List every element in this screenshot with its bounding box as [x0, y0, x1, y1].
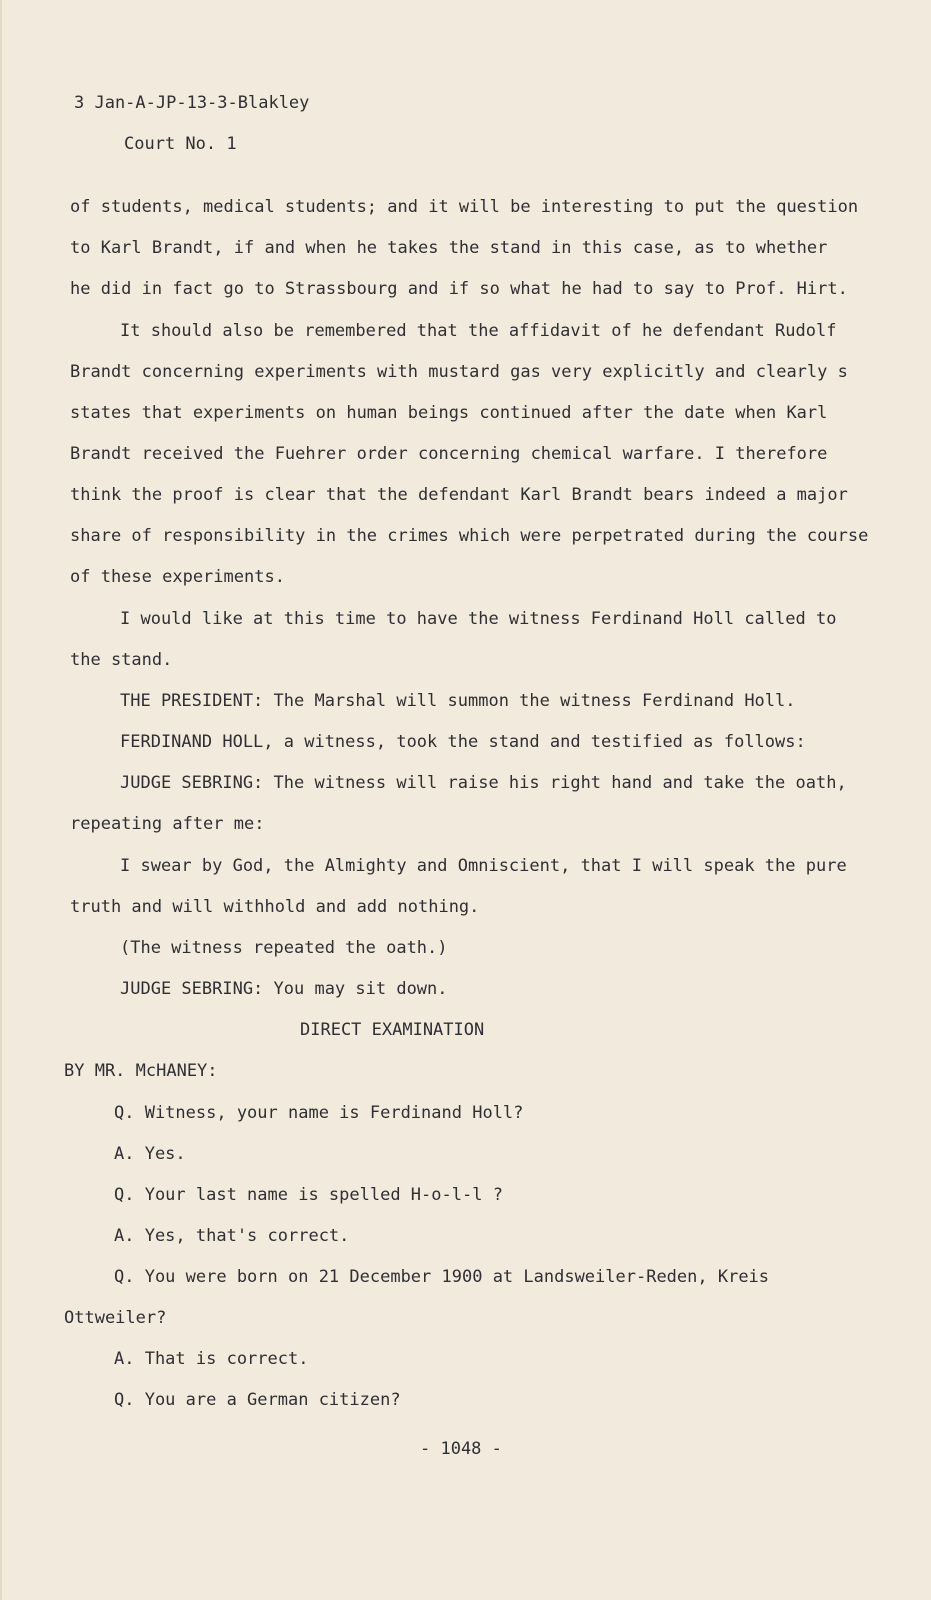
question-line-continued: Ottweiler?: [64, 1308, 167, 1328]
question-line: Q. You are a German citizen?: [114, 1390, 401, 1410]
text-line: I would like at this time to have the witness Ferdinand Holl called to: [120, 609, 837, 629]
page-number: - 1048 -: [420, 1439, 502, 1459]
text-line: I swear by God, the Almighty and Omniscient, that I will speak the pure: [120, 856, 847, 876]
text-line: Brandt concerning experiments with mustard gas very explicitly and clearly s: [70, 362, 848, 382]
text-line: FERDINAND HOLL, a witness, took the stand and testified as follows:: [120, 732, 806, 752]
text-line: truth and will withhold and add nothing.: [70, 897, 480, 917]
text-line: of students, medical students; and it will be interesting to put the question: [70, 197, 859, 217]
text-line: THE PRESIDENT: The Marshal will summon the witness Ferdinand Holl.: [120, 691, 796, 711]
text-line: to Karl Brandt, if and when he takes the stand in this case, as to whether: [70, 238, 828, 258]
text-line: Brandt received the Fuehrer order concerning chemical warfare. I therefore: [70, 444, 828, 464]
text-line: BY MR. McHANEY:: [64, 1061, 218, 1081]
text-line: states that experiments on human beings continued after the date when Karl: [70, 403, 828, 423]
court-number: Court No. 1: [124, 134, 237, 154]
text-line: think the proof is clear that the defendant Karl Brandt bears indeed a major: [70, 485, 848, 505]
text-line: share of responsibility in the crimes which were perpetrated during the course: [70, 526, 869, 546]
question-line: Q. You were born on 21 December 1900 at Landsweiler-Reden, Kreis: [114, 1267, 770, 1287]
section-heading: DIRECT EXAMINATION: [300, 1020, 485, 1040]
text-line: It should also be remembered that the affidavit of he defendant Rudolf: [120, 321, 837, 341]
text-line: of these experiments.: [70, 567, 285, 587]
answer-line: A. That is correct.: [114, 1349, 309, 1369]
text-line: JUDGE SEBRING: The witness will raise his right hand and take the oath,: [120, 773, 847, 793]
text-line: JUDGE SEBRING: You may sit down.: [120, 979, 448, 999]
question-line: Q. Your last name is spelled H-o-l-l ?: [114, 1185, 503, 1205]
answer-line: A. Yes.: [114, 1144, 186, 1164]
answer-line: A. Yes, that's correct.: [114, 1226, 350, 1246]
document-reference: 3 Jan-A-JP-13-3-Blakley: [74, 93, 310, 113]
text-line: he did in fact go to Strassbourg and if so what he had to say to Prof. Hirt.: [70, 279, 848, 299]
text-line: (The witness repeated the oath.): [120, 938, 448, 958]
text-line: repeating after me:: [70, 814, 265, 834]
text-line: the stand.: [70, 650, 173, 670]
question-line: Q. Witness, your name is Ferdinand Holl?: [114, 1103, 524, 1123]
